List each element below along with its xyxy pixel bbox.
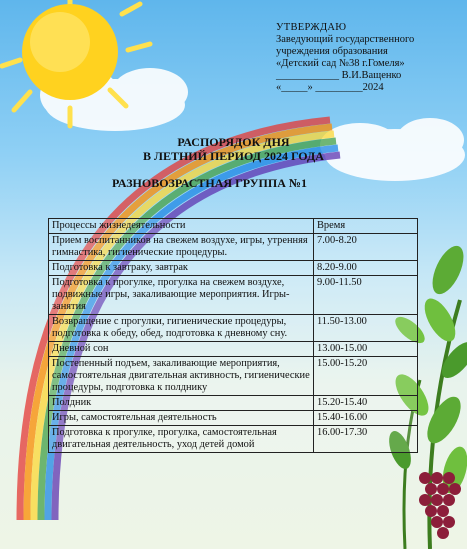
document-title: РАСПОРЯДОК ДНЯ [177, 135, 290, 149]
time-cell: 15.00-15.20 [314, 357, 418, 396]
process-cell: Постепенный подъем, закаливающие мероприятия, самостоятельная двигательная активность, гигиенические процедуры, подготовка к полднику [49, 357, 314, 396]
approval-line: «Детский сад №38 г.Гомеля» [276, 58, 405, 69]
approval-title: УТВЕРЖДАЮ [276, 22, 347, 33]
approval-line: учреждения образования [276, 46, 388, 57]
table-row [49, 261, 418, 276]
approval-line: Заведующий государственного [276, 34, 415, 45]
table-row [49, 396, 418, 411]
process-cell: Полдник [49, 396, 314, 411]
time-cell: 11.50-13.00 [314, 315, 418, 342]
process-cell: Возвращение с прогулки, гигиенические процедуры, подготовка к обеду, обед, подготовка к дневному сну. [49, 315, 314, 342]
time-cell: 13.00-15.00 [314, 342, 418, 357]
process-cell: Дневной сон [49, 342, 314, 357]
table-row [49, 342, 418, 357]
time-cell: 15.20-15.40 [314, 396, 418, 411]
time-cell: 16.00-17.30 [314, 426, 418, 453]
approval-block [276, 22, 456, 94]
table-row [49, 426, 418, 453]
process-cell: Подготовка к прогулке, прогулка на свежем воздухе, подвижные игры, закаливающие мероприятия. Игры-занятия [49, 276, 314, 315]
column-header-process: Процессы жизнедеятельности [49, 219, 314, 234]
table-row [49, 357, 418, 396]
table-row [49, 276, 418, 315]
column-header-time: Время [314, 219, 418, 234]
time-cell: 15.40-16.00 [314, 411, 418, 426]
group-title: РАЗНОВОЗРАСТНАЯ ГРУППА №1 [112, 176, 307, 190]
process-cell: Прием воспитанников на свежем воздухе, игры, утренняя гимнастика, гигиенические процедуры. [49, 234, 314, 261]
process-cell: Подготовка к завтраку, завтрак [49, 261, 314, 276]
time-cell: 9.00-11.50 [314, 276, 418, 315]
approval-signature-line: ____________ В.И.Ващенко [276, 70, 402, 81]
table-header-row [49, 219, 418, 234]
document-subtitle: В ЛЕТНИЙ ПЕРИОД 2024 ГОДА [143, 149, 324, 163]
table-row [49, 315, 418, 342]
approval-date-line: «_____» _________2024 [276, 82, 384, 93]
time-cell: 7.00-8.20 [314, 234, 418, 261]
process-cell: Подготовка к прогулке, прогулка, самостоятельная двигательная деятельность, уход детей домой [49, 426, 314, 453]
table-row [49, 411, 418, 426]
time-cell: 8.20-9.00 [314, 261, 418, 276]
process-cell: Игры, самостоятельная деятельность [49, 411, 314, 426]
schedule-table [48, 218, 418, 453]
table-row [49, 234, 418, 261]
